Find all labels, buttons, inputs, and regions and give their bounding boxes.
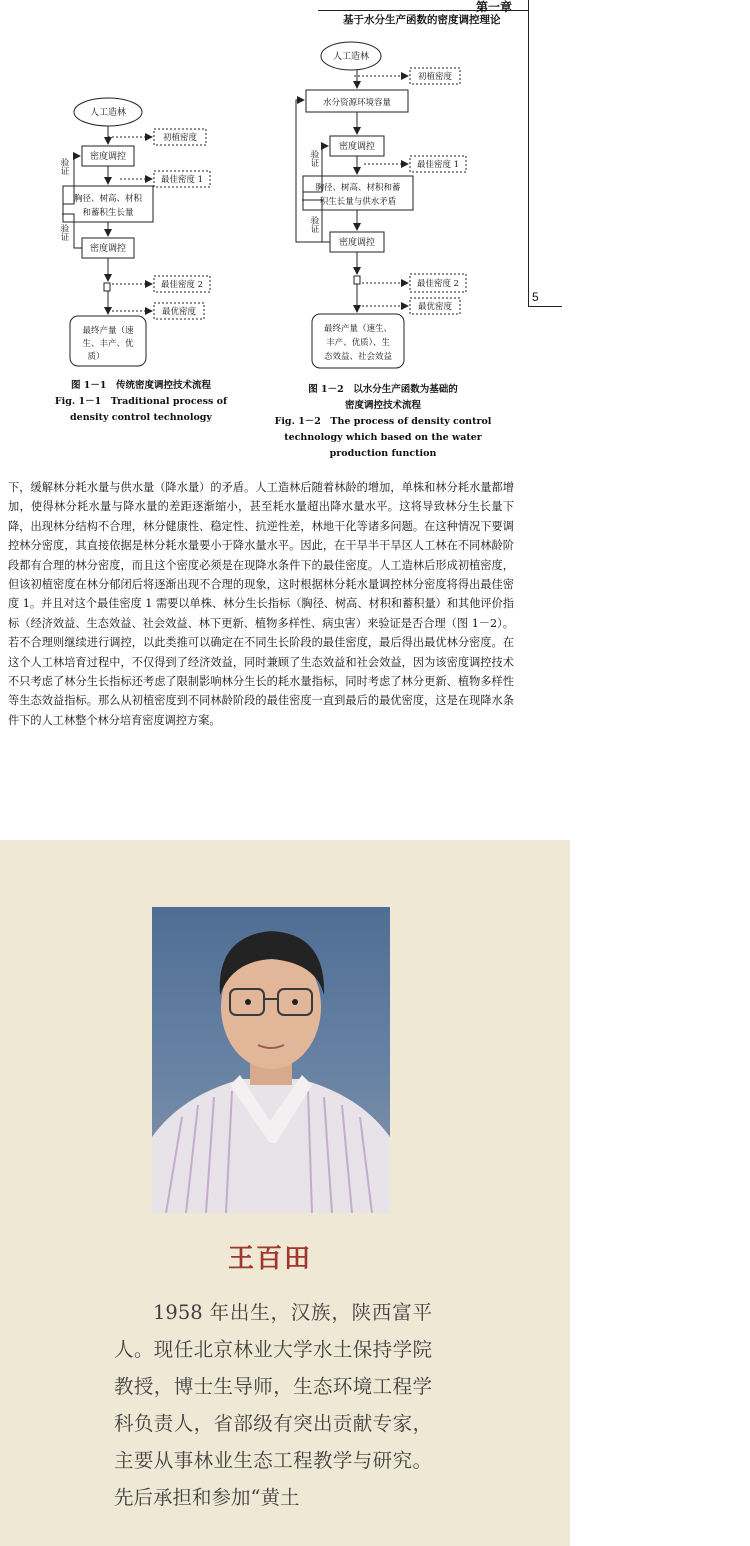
chapter-label: 第一章: [476, 0, 513, 14]
f1-final-line1: 最终产量（速: [82, 326, 134, 336]
f2-final-line1: 最终产量（速生、: [323, 324, 393, 334]
f1-control1: 密度调控: [89, 152, 127, 162]
f2-control2: 密度调控: [338, 238, 376, 248]
caption-en-line3: production function: [329, 448, 437, 459]
caption-en-line2: density control technology: [70, 412, 212, 423]
f1-growth-line1: 胸径、树高、材积: [73, 194, 143, 204]
caption-en-line1: Fig. 1－2 The process of density control: [274, 416, 492, 427]
running-title: 基于水分生产函数的密度调控理论: [343, 14, 501, 26]
figure-1-1-caption: [36, 378, 246, 426]
author-name: 王百田: [227, 1244, 312, 1274]
caption-cn-line2: 密度调控技术流程: [344, 400, 421, 411]
f2-best-density: 最优密度: [417, 302, 453, 312]
caption-en-line2: technology which based on the water: [284, 432, 482, 443]
f1-optimal-density1: 最佳密度 1: [160, 175, 204, 185]
f2-optimal-density1: 最佳密度 1: [416, 160, 460, 170]
f2-optimal-density2: 最佳密度 2: [416, 279, 460, 289]
f1-start: 人工造林: [89, 108, 127, 118]
caption-cn-line1: 图 1－2 以水分生产函数为基础的: [308, 384, 458, 395]
f2-initial-density: 初植密度: [417, 72, 453, 82]
f1-initial-density: 初植密度: [162, 133, 198, 143]
body-paragraph: 下，缓解林分耗水量与供水量（降水量）的矛盾。人工造林后随着林龄的增加，单株和林分耗水量都增加，使得林分耗水量与降水量的差距逐渐缩小，甚至耗水量超出降水量水平。这将导致林分生长量下降，出现林分结构不合理，林分健康性、稳定性、抗逆性差，林地干化等诸多问题。在这种情况下要调控林分密度，其直接依据是林分耗水量要小于降水量水平。因此，在干旱半干旱区人工林在不同林龄阶段都有合理的林分密度，而且这个密度必须是在现降水条件下的最佳密度。人工造林后形成初植密度，但该初植密度在林分郁闭后将逐渐出现不合理的现象，这时根据林分耗水量调控林分密度将得出最佳密度 1。并且对这个最佳密度 1 需要以单株、林分生长指标（胸径、树高、材积和蓄积量）和其他评价指标（经济效益、生态效益、社会效益、林下更新、植物多样性、病虫害）来验证是否合理（图 1－2）。若不合理则继续进行调控，以此类推可以确定在不同生长阶段的最佳密度，最后得出最优林分密度。在这个人工林培育过程中，不仅得到了经济效益，同时兼顾了生态效益和社会效益，因为该密度调控技术不只考虑了林分生长指标还考虑了限制影响林分生长的耗水量指标，同时考虑了林分更新、植物多样性等生态效益指标。那么从初植密度到不同林龄阶段的最佳密度一直到最后的最优密度，这是在现降水条件下的人工林整个林分培育密度调控方案。: [8, 481, 514, 727]
f1-final-line3: 质）: [87, 352, 105, 362]
page-number: 5: [532, 290, 539, 304]
f2-start: 人工造林: [332, 52, 370, 62]
f1-best-density: 最优密度: [161, 307, 197, 317]
f2-final-line3: 态效益、社会效益: [323, 352, 393, 362]
f1-verify-1: 验证: [59, 158, 69, 175]
caption-en-line1: Fig. 1－1 Traditional process of: [54, 396, 228, 407]
f2-growth-line1: 胸径、树高、材积和蓄: [315, 183, 401, 193]
f1-verify-2: 验证: [59, 224, 69, 241]
f2-verify-2: 验证: [309, 216, 319, 233]
margin-rule-horizontal: [528, 306, 562, 307]
f1-control2: 密度调控: [89, 244, 127, 254]
f2-verify-1: 验证: [309, 150, 319, 167]
f1-final-line2: 生、丰产、优: [82, 339, 134, 349]
f1-growth-line2: 和蓄积生长量: [82, 208, 134, 218]
author-bio: 1958 年出生，汉族，陕西富平人。现任北京林业大学水土保持学院教授，博士生导师，生态环境工程学科负责人，省部级有突出贡献专家，主要从事林业生态工程教学与研究。先后承担和参加“黄土: [114, 1301, 432, 1509]
author-card: [0, 840, 570, 1546]
figure-1-2-caption: [270, 382, 496, 462]
flowcharts: [0, 0, 530, 380]
caption-cn: 图 1－1 传统密度调控技术流程: [70, 380, 212, 391]
f2-growth-line2: 积生长量与供水矛盾: [319, 197, 397, 207]
node-small-1: [104, 283, 110, 291]
author-portrait: [152, 907, 390, 1213]
node-small-2: [354, 276, 360, 284]
author-photo: [152, 907, 390, 1213]
f2-capacity: 水分资源环境容量: [322, 98, 392, 108]
f2-control1: 密度调控: [338, 142, 376, 152]
f1-optimal-density2: 最佳密度 2: [160, 280, 204, 290]
f2-final-line2: 丰产、优质）、生: [326, 338, 390, 348]
